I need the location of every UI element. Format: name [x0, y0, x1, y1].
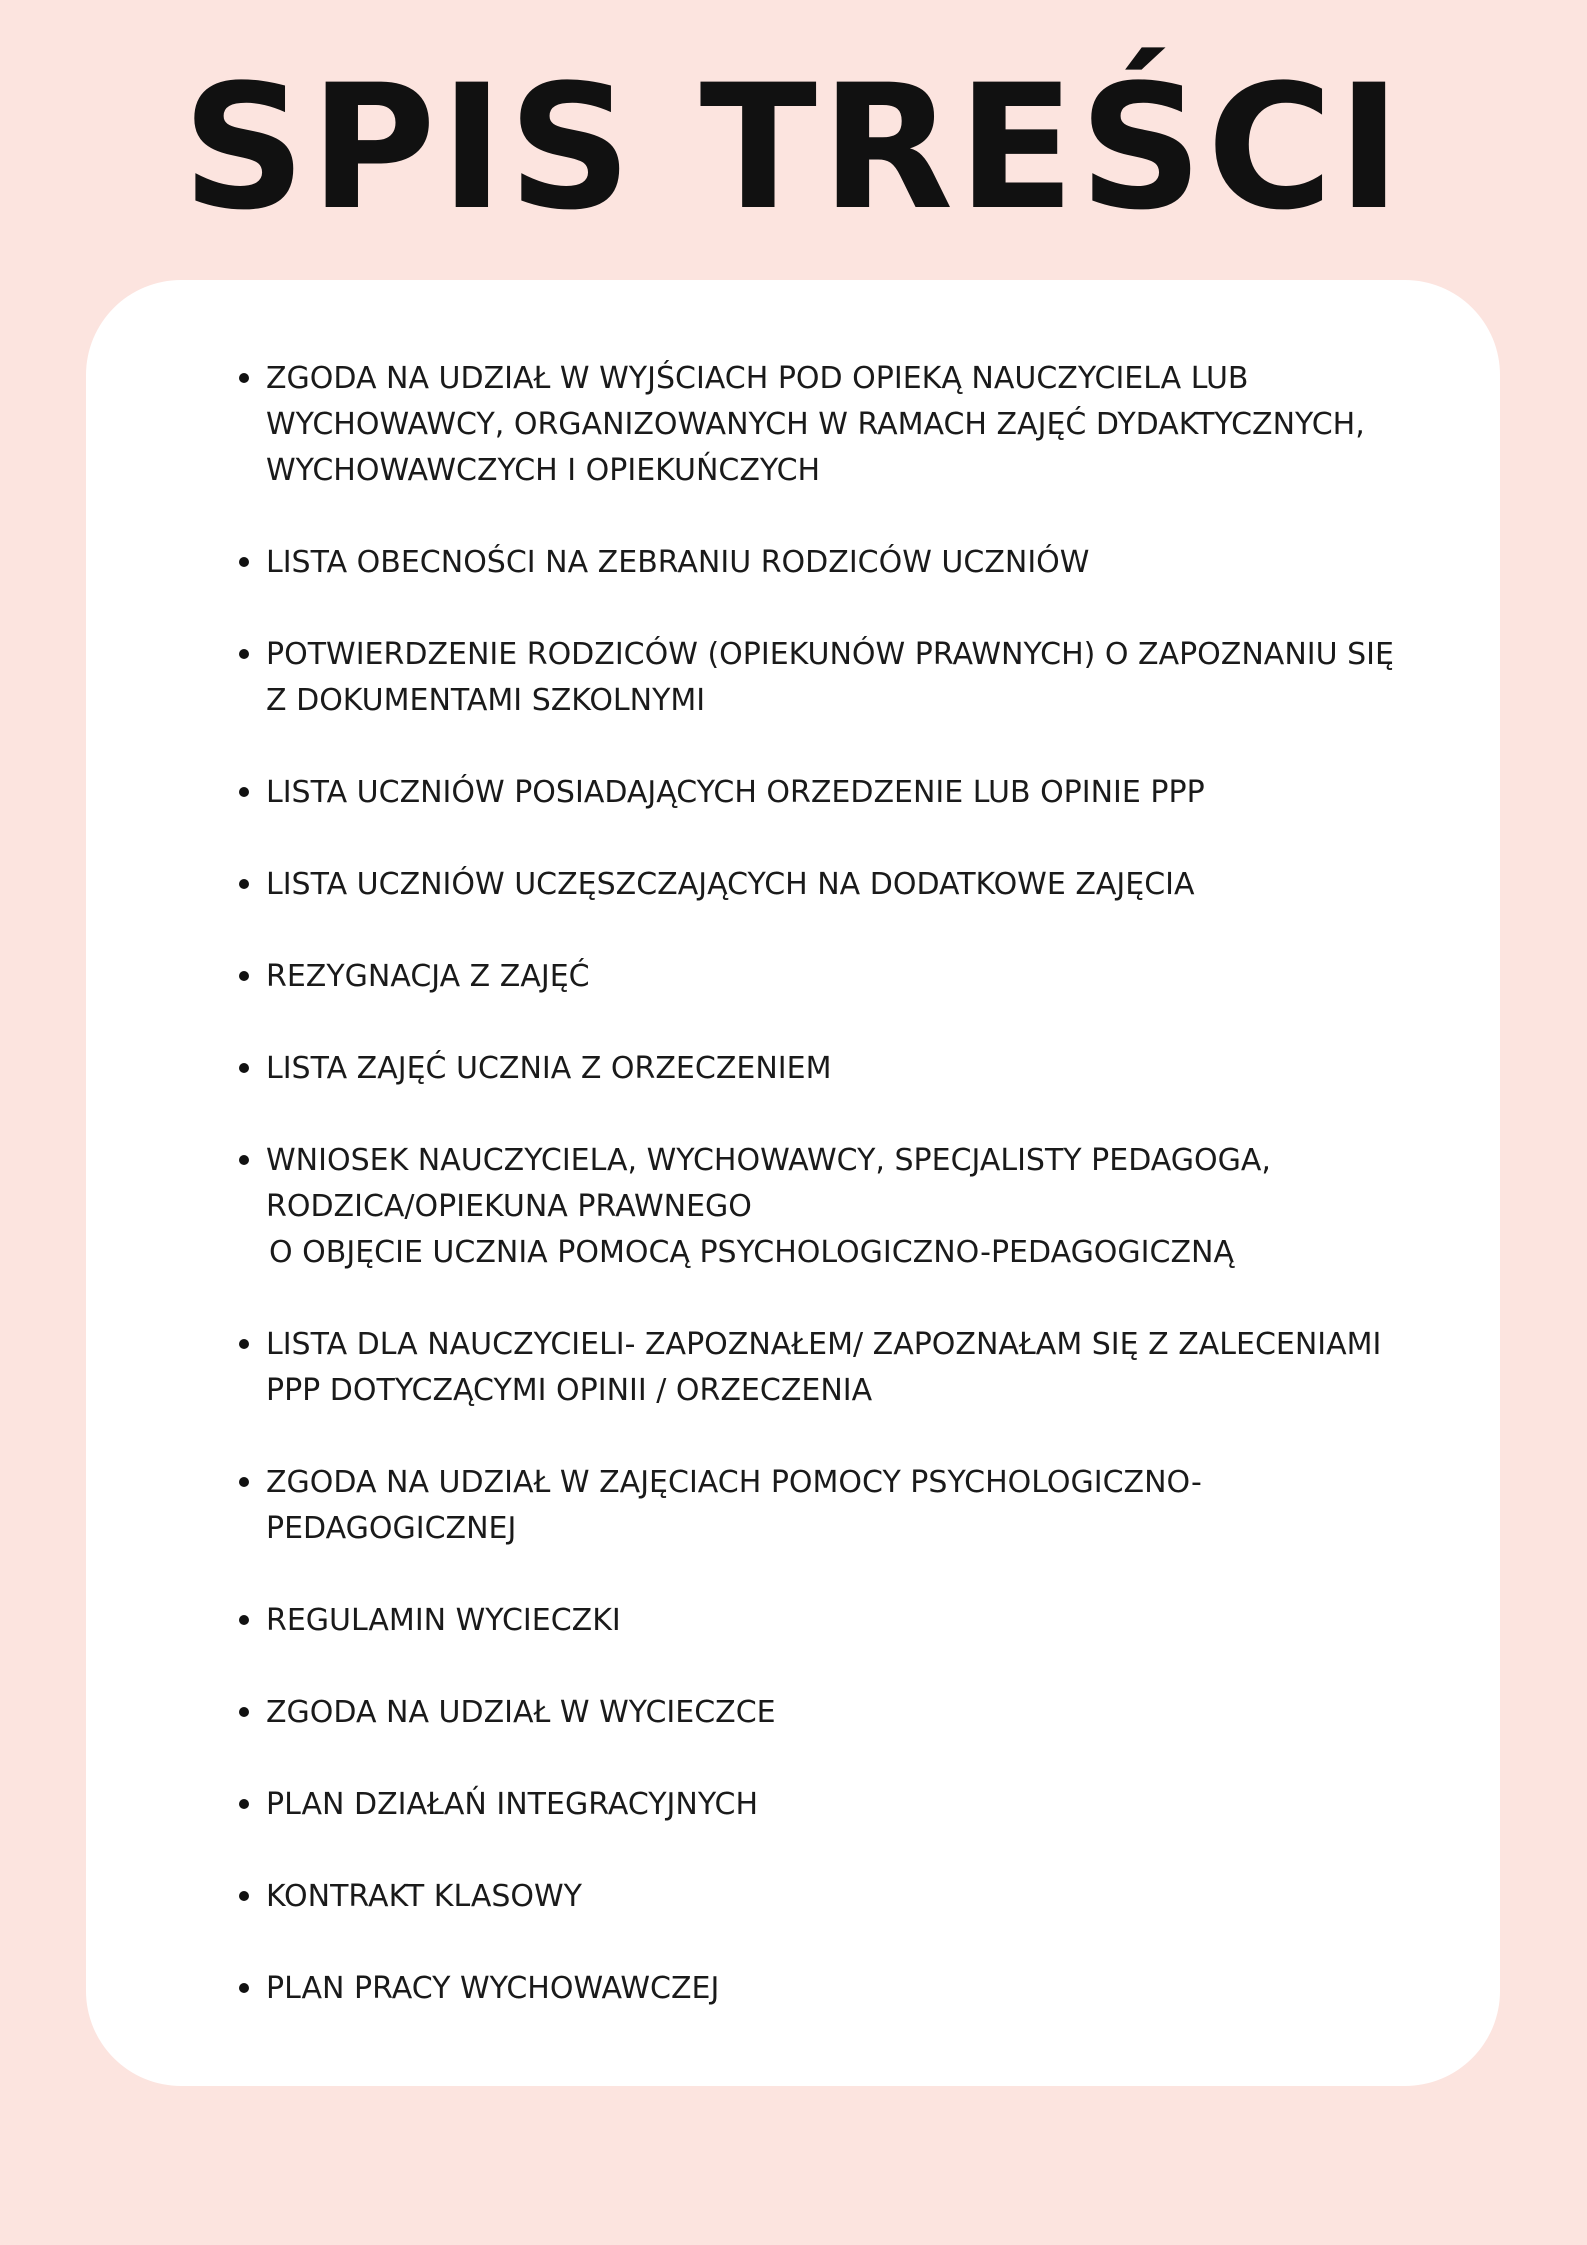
toc-item-line: PLAN PRACY WYCHOWAWCZEJ: [266, 1971, 720, 2006]
toc-item-line: O OBJĘCIE UCZNIA POMOCĄ PSYCHOLOGICZNO-PEDAGOGICZNĄ: [269, 1235, 1234, 1270]
toc-item: [266, 1598, 1516, 1644]
toc-item: [266, 356, 1516, 494]
toc-item-line: KONTRAKT KLASOWY: [266, 1879, 583, 1914]
toc-item-line: WYCHOWAWCZYCH I OPIEKUŃCZYCH: [266, 453, 821, 488]
toc-item: [266, 770, 1516, 816]
toc-item-line: PLAN DZIAŁAŃ INTEGRACYJNYCH: [266, 1787, 759, 1822]
bullet-icon: [239, 1983, 249, 1993]
toc-item-line: RODZICA/OPIEKUNA PRAWNEGO: [266, 1189, 752, 1224]
toc-item: [266, 1966, 1516, 2012]
toc-item-line: ZGODA NA UDZIAŁ W WYJŚCIACH POD OPIEKĄ NAUCZYCIELA LUB: [266, 361, 1249, 396]
bullet-icon: [239, 557, 249, 567]
toc-item: [266, 540, 1516, 586]
bullet-icon: [239, 787, 249, 797]
toc-item: [266, 1322, 1516, 1414]
bullet-icon: [239, 1615, 249, 1625]
toc-item: [266, 954, 1516, 1000]
toc-item-line: LISTA UCZNIÓW UCZĘSZCZAJĄCYCH NA DODATKOWE ZAJĘCIA: [266, 867, 1195, 902]
content-card: [86, 280, 1500, 2086]
bullet-icon: [239, 1707, 249, 1717]
toc-item-line: PEDAGOGICZNEJ: [266, 1511, 517, 1546]
toc-item-line: WYCHOWAWCY, ORGANIZOWANYCH W RAMACH ZAJĘĆ DYDAKTYCZNYCH,: [266, 407, 1365, 442]
bullet-icon: [239, 1339, 249, 1349]
toc-item: [266, 1782, 1516, 1828]
toc-item-line: REGULAMIN WYCIECZKI: [266, 1603, 621, 1638]
toc-list: [266, 356, 1516, 2058]
page-title: SPIS TREŚCI: [181, 47, 1406, 248]
toc-item: [266, 1874, 1516, 1920]
toc-item-line: REZYGNACJA Z ZAJĘĆ: [266, 959, 590, 994]
bullet-icon: [239, 649, 249, 659]
toc-item: [266, 632, 1516, 724]
toc-item-line: LISTA DLA NAUCZYCIELI- ZAPOZNAŁEM/ ZAPOZNAŁAM SIĘ Z ZALECENIAMI: [266, 1327, 1382, 1362]
toc-item-line: POTWIERDZENIE RODZICÓW (OPIEKUNÓW PRAWNYCH) O ZAPOZNANIU SIĘ: [266, 637, 1394, 672]
toc-item-line: ZGODA NA UDZIAŁ W ZAJĘCIACH POMOCY PSYCHOLOGICZNO-: [266, 1465, 1202, 1500]
toc-item-line: WNIOSEK NAUCZYCIELA, WYCHOWAWCY, SPECJALISTY PEDAGOGA,: [266, 1143, 1271, 1178]
toc-item-line: PPP DOTYCZĄCYMI OPINII / ORZECZENIA: [266, 1373, 873, 1408]
toc-item: [266, 862, 1516, 908]
bullet-icon: [239, 1155, 249, 1165]
toc-item: [266, 1046, 1516, 1092]
bullet-icon: [239, 373, 249, 383]
toc-item-line: LISTA UCZNIÓW POSIADAJĄCYCH ORZEDZENIE LUB OPINIE PPP: [266, 775, 1205, 810]
toc-item: [266, 1690, 1516, 1736]
toc-item-line: ZGODA NA UDZIAŁ W WYCIECZCE: [266, 1695, 776, 1730]
bullet-icon: [239, 971, 249, 981]
bullet-icon: [239, 879, 249, 889]
toc-item: [266, 1460, 1516, 1552]
toc-item-line: LISTA OBECNOŚCI NA ZEBRANIU RODZICÓW UCZNIÓW: [266, 545, 1090, 580]
toc-item-line: Z DOKUMENTAMI SZKOLNYMI: [266, 683, 706, 718]
bullet-icon: [239, 1477, 249, 1487]
bullet-icon: [239, 1063, 249, 1073]
toc-item: [266, 1138, 1516, 1276]
bullet-icon: [239, 1799, 249, 1809]
bullet-icon: [239, 1891, 249, 1901]
toc-item-line: LISTA ZAJĘĆ UCZNIA Z ORZECZENIEM: [266, 1051, 832, 1086]
